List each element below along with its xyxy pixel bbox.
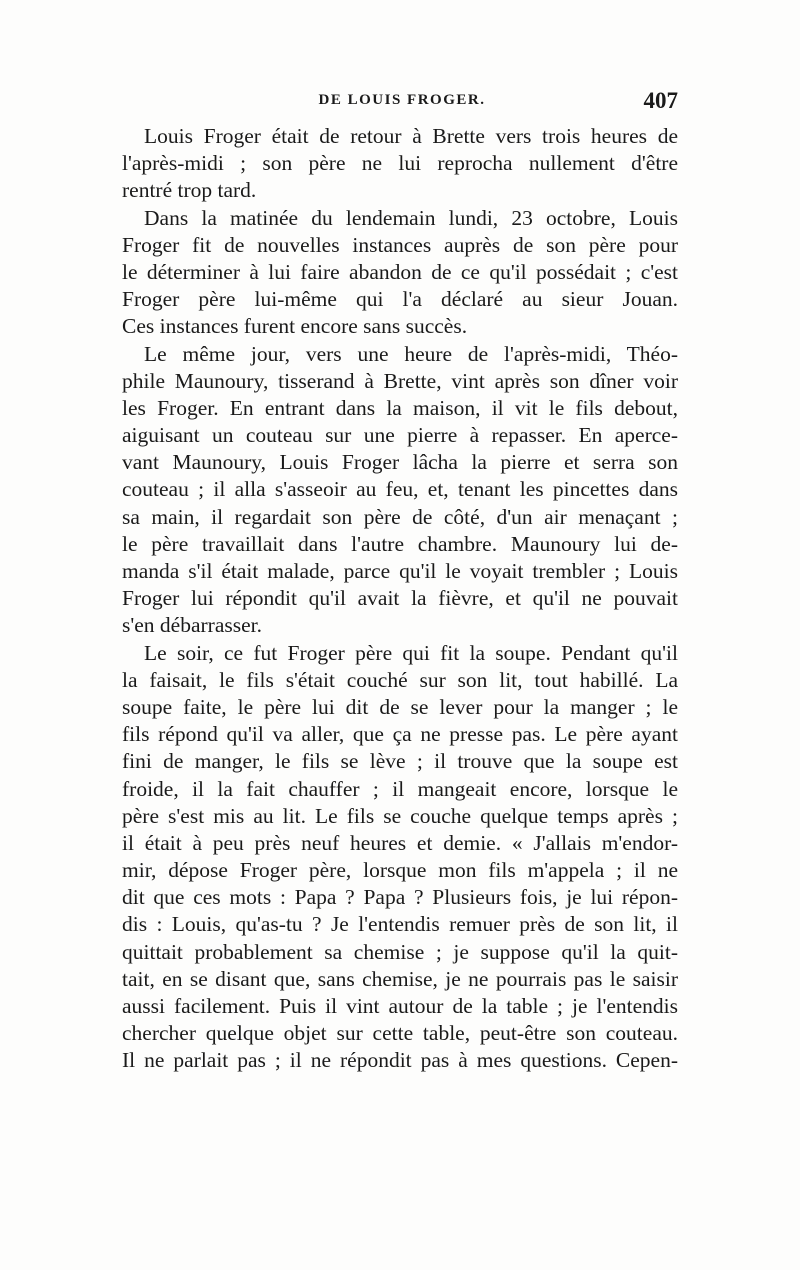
text-line: Ces instances furent encore sans succès. [122, 314, 468, 339]
text-line: aussi facilement. Puis il vint autour de la table ; je l'entendis [122, 994, 678, 1018]
text-line: manda s'il était malade, parce qu'il le voyait trembler ; Louis [122, 559, 678, 583]
text-line: Le soir, ce fut Froger père qui fit la soupe. Pendant qu'il [144, 640, 678, 665]
text-line: phile Maunoury, tisserand à Brette, vint après son dîner voir [122, 368, 678, 393]
text-line: dis : Louis, qu'as-tu ? Je l'entendis remuer près de son lit, il [122, 912, 678, 937]
running-title: DE LOUIS FROGER. [318, 92, 486, 108]
text-line: le déterminer à lui faire abandon de ce qu'il possédait ; c'est [122, 259, 678, 284]
text-line: froide, il la fait chauffer ; il mangeait encore, lorsque le [122, 776, 678, 801]
text-line: les Froger. En entrant dans la maison, il vit le fils debout, [122, 395, 678, 420]
text-line: dit que ces mots : Papa ? Papa ? Plusieurs fois, je lui répon- [122, 885, 678, 910]
text-line: quittait probablement sa chemise ; je suppose qu'il la quit- [122, 939, 678, 964]
text-line: le père travaillait dans l'autre chambre. Maunoury lui de- [122, 531, 678, 556]
text-line: Dans la matinée du lendemain lundi, 23 octobre, Louis [144, 205, 678, 230]
text-line: soupe faite, le père lui dit de se lever pour la manger ; le [122, 694, 678, 719]
text-line: fini de manger, le fils se lève ; il trouve que la soupe est [122, 749, 678, 774]
text-line: il était à peu près neuf heures et demie. « J'allais m'endor- [122, 830, 678, 855]
text-line: Louis Froger était de retour à Brette vers trois heures de [144, 124, 678, 148]
body-text [122, 123, 678, 1075]
text-line: s'en débarrasser. [122, 613, 262, 638]
text-line: chercher quelque objet sur cette table, peut-être son couteau. [122, 1021, 678, 1046]
text-line: Le même jour, vers une heure de l'après-midi, Théo- [144, 341, 678, 366]
running-head [124, 88, 680, 122]
text-line: Froger père lui-même qui l'a déclaré au sieur Jouan. [122, 287, 678, 312]
page-number: 407 [643, 88, 678, 113]
text-line: mir, dépose Froger père, lorsque mon fils m'appela ; il ne [122, 858, 678, 883]
text-line: l'après-midi ; son père ne lui reprocha nullement d'être [122, 151, 678, 176]
text-line: aiguisant un couteau sur une pierre à repasser. En aperce- [122, 423, 678, 448]
text-line: couteau ; il alla s'asseoir au feu, et, tenant les pincettes dans [122, 477, 678, 502]
text-line: fils répond qu'il va aller, que ça ne presse pas. Le père ayant [122, 722, 678, 747]
text-line: père s'est mis au lit. Le fils se couche quelque temps après ; [122, 803, 678, 828]
text-line: Froger lui répondit qu'il avait la fièvre, et qu'il ne pouvait [122, 586, 678, 611]
text-line: la faisait, le fils s'était couché sur son lit, tout habillé. La [122, 667, 678, 692]
text-line: Il ne parlait pas ; il ne répondit pas à mes questions. Cepen- [122, 1048, 678, 1073]
text-line: sa main, il regardait son père de côté, d'un air menaçant ; [122, 504, 678, 529]
text-line: Froger fit de nouvelles instances auprès de son père pour [122, 232, 678, 257]
text-line: tait, en se disant que, sans chemise, je ne pourrais pas le saisir [122, 966, 678, 991]
text-line: rentré trop tard. [122, 178, 257, 203]
text-line: vant Maunoury, Louis Froger lâcha la pierre et serra son [122, 450, 678, 475]
